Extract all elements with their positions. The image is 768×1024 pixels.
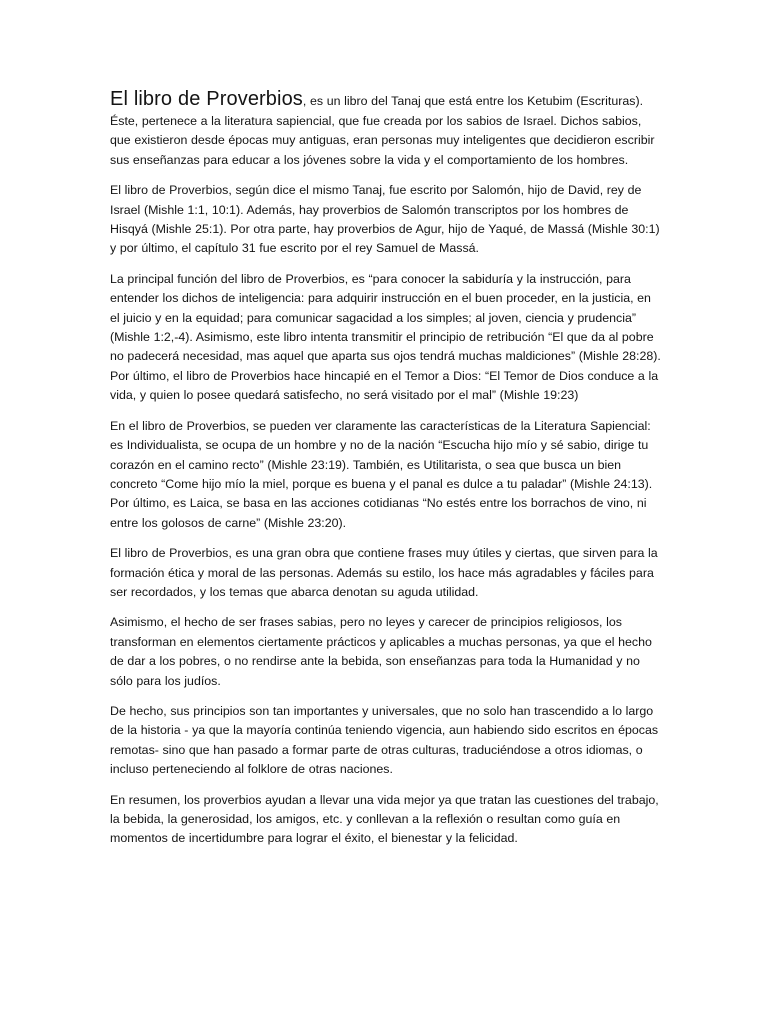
paragraph-great-work: El libro de Proverbios, es una gran obra que contiene frases muy útiles y ciertas, que sirven para la formación ética y moral de las personas. Además su estilo, los hace más agradables y fáciles para ser recordados, y los temas que abarca denotan su aguda utilidad.: [110, 546, 658, 599]
document-page: [110, 86, 662, 860]
paragraph-universal-principles: De hecho, sus principios son tan importantes y universales, que no solo han trascendido a lo largo de la historia - ya que la mayoría continúa teniendo vigencia, aun habiendo sido escritos en épocas remotas- sino que han pasado a formar parte de otras culturas, traduciéndose a otros idiomas, o incluso perteneciendo al folklore de otras naciones.: [110, 703, 659, 777]
intro-paragraph: [110, 86, 662, 170]
paragraph-authorship: El libro de Proverbios, según dice el mismo Tanaj, fue escrito por Salomón, hijo de David, rey de Israel (Mishle 1:1, 10:1). Además, hay proverbios de Salomón transcriptos por los hombres de Hisqyá (Mishle 25:1). Por otra parte, hay proverbios de Agur, hijo de Yaqué, de Massá (Mishle 30:1) y por último, el capítulo 31 fue escrito por el rey Samuel de Massá.: [110, 183, 660, 256]
paragraph-summary: En resumen, los proverbios ayudan a llevar una vida mejor ya que tratan las cuestiones del trabajo, la bebida, la generosidad, los amigos, etc. y conllevan a la reflexión o resultan como guía en momentos de incertidumbre para lograr el éxito, el bienestar y la felicidad.: [110, 792, 659, 846]
paragraph-wise-phrases: Asimismo, el hecho de ser frases sabias, pero no leyes y carecer de principios religiosos, los transforman en elementos ciertamente prácticos y aplicables a muchas personas, ya que el hecho de dar a los pobres, o no rendirse ante la bebida, son enseñanzas para toda la Humanidad y no sólo para los judíos.: [110, 615, 652, 688]
paragraph-main-function: La principal función del libro de Proverbios, es “para conocer la sabiduría y la instrucción, para entender los dichos de inteligencia: para adquirir instrucción en el buen proceder, en la justicia, en el juicio y en la equidad; para comunicar sagacidad a los simples; al joven, ciencia y prudencia” (Mishle 1:2,-4). Asimismo, este libro intenta transmitir el principio de retribución “El que da al pobre no padecerá necesidad, mas aquel que aparta sus ojos tendrá muchas maldiciones” (Mishle 28:28). Por último, el libro de Proverbios hace hincapié en el Temor a Dios: “El Temor de Dios conduce a la vida, y quien lo posee quedará satisfecho, no será visitado por el mal” (Mishle 19:23): [110, 271, 661, 403]
paragraph-characteristics: En el libro de Proverbios, se pueden ver claramente las características de la Literatura Sapiencial: es Individualista, se ocupa de un hombre y no de la nación “Escucha hijo mío y sé sabio, dirige tu corazón en el camino recto” (Mishle 23:19). También, es Utilitarista, o sea que busca un bien concreto “Come hijo mío la miel, porque es buena y el panal es dulce a tu paladar” (Mishle 24:13). Por último, es Laica, se basa en las acciones cotidianas “No estés entre los borrachos de vino, ni entre los golosos de carne” (Mishle 23:20).: [110, 418, 653, 530]
intro-text: , es un libro del Tanaj que está entre los Ketubim (Escrituras). Éste, pertenece a la literatura sapiencial, que fue creada por los sabios de Israel. Dichos sabios, que existieron desde épocas muy antiguas, eran personas muy inteligentes que decidieron escribir sus enseñanzas para educar a los jóvenes sobre la vida y el comportamiento de los hombres.: [110, 94, 655, 167]
document-title: El libro de Proverbios: [110, 88, 303, 110]
